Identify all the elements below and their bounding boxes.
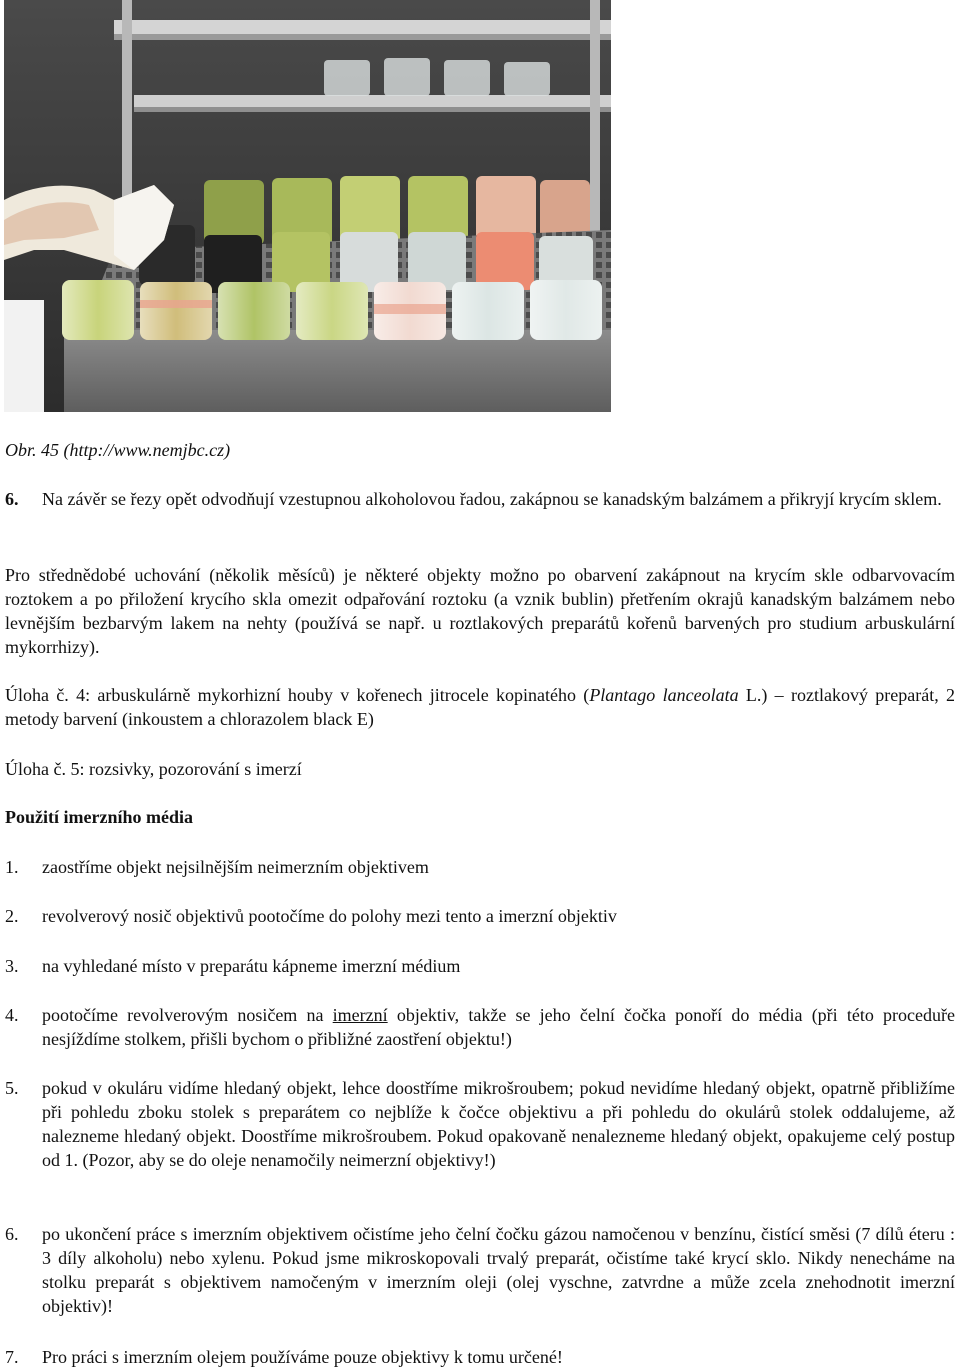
lab-staining-photo [4,0,611,412]
step-text: zaostříme objekt nejsilnějším neimerzním objektivem [42,857,429,877]
immersion-step-7 [5,1345,955,1369]
task-4-prefix: Úloha č. 4: arbuskulárně mykorhizní houby v kořenech jitrocele kopinatého ( [5,685,590,705]
front-row-jars [62,280,602,340]
step-4-underlined-word: imerzní [332,1005,388,1025]
step-number: 1. [5,857,19,877]
step-6-text: Na závěr se řezy opět odvodňují vzestupnou alkoholovou řadou, zakápnou se kanadským balzámem a přikryjí krycím sklem. [42,489,942,509]
step-number: 3. [5,956,19,976]
figure-caption: Obr. 45 (http://www.nemjbc.cz) [5,440,231,460]
step-text: po ukončení práce s imerzním objektivem očistíme jeho čelní čočku gázou namočenou v benzínu, čistící směsi (7 dílů éteru : 3 díly alkoholu) nebo xylenu. Pokud jsme mikroskopovali trvalý preparát, očistíme také krycí sklo. Nikdy nenecháme na stolku preparát s objektivem namočeným v imerzním oleji (olej vyschne, zatvrdne a může zcela znehodnotit imerzní objektiv)! [42,1224,955,1316]
immersion-step-6 [5,1222,955,1318]
step-6-number: 6. [5,489,19,509]
step-text: revolverový nosič objektivů pootočíme do polohy mezi tento a imerzní objektiv [42,906,617,926]
step-6 [5,487,955,511]
photo-illustration [4,0,611,412]
immersion-step-3 [5,954,955,978]
step-number: 7. [5,1347,19,1367]
step-text: na vyhledané místo v preparátu kápneme imerzní médium [42,956,461,976]
task-5: Úloha č. 5: rozsivky, pozorování s imerzí [5,759,302,779]
section-heading: Použití imerzního média [5,807,193,827]
step-number: 6. [5,1224,19,1244]
step-number: 4. [5,1005,19,1025]
task-4 [5,683,955,731]
middle-shelf [134,95,611,107]
step-number: 5. [5,1078,19,1098]
preservation-paragraph: Pro střednědobé uchování (několik měsíců) je některé objekty možno po obarvení zakápnout na krycím skle odbarvovacím roztokem a po přiložení krycího skla omezit odpařování roztoku (a vznik bublin) přetřením okrajů kanadským balzámem nebo levnějším bezbarvým lakem na nehty (používá se např. u roztlakových preparátů kořenů barvených pro studium arbuskulární mykorrhizy). [5,565,955,657]
step-text: Pro práci s imerzním olejem používáme pouze objektivy k tomu určené! [42,1347,563,1367]
immersion-step-1 [5,855,955,879]
upper-shelf [114,20,611,34]
step-number: 2. [5,906,19,926]
immersion-step-5 [5,1076,955,1172]
task-4-suffix: L.) – roztlakový preparát, 2 metody barvení (inkoustem a chlorazolem black E) [5,685,955,729]
immersion-step-4 [5,1003,955,1051]
immersion-step-2 [5,904,955,928]
task-4-latin-name: Plantago lanceolata [589,685,739,705]
step-4-text-before: pootočíme revolverovým nosičem na [42,1005,333,1025]
step-text [42,1003,955,1051]
step-text: pokud v okuláru vidíme hledaný objekt, lehce doostříme mikrošroubem; pokud nevidíme hledaný objekt, opatrně přibližíme při pohledu zboku stolek s preparátem co nejblíže k čočce objektivu a při pohledu do okulárů stolek oddalujeme, až nalezneme hledaný objekt. Doostříme mikrošroubem. Pokud opakovaně nenalezneme hledaný objekt, opakujeme celý postup od 1. (Pozor, aby se do oleje nenamočily neimerzní objektivy!) [42,1078,955,1170]
step-4-text-after: objektiv, takže se jeho čelní čočka ponoří do média (při této proceduře nesjíždíme stolkem, přišli bychom o přibližné zaostření objektu!) [42,1005,955,1049]
